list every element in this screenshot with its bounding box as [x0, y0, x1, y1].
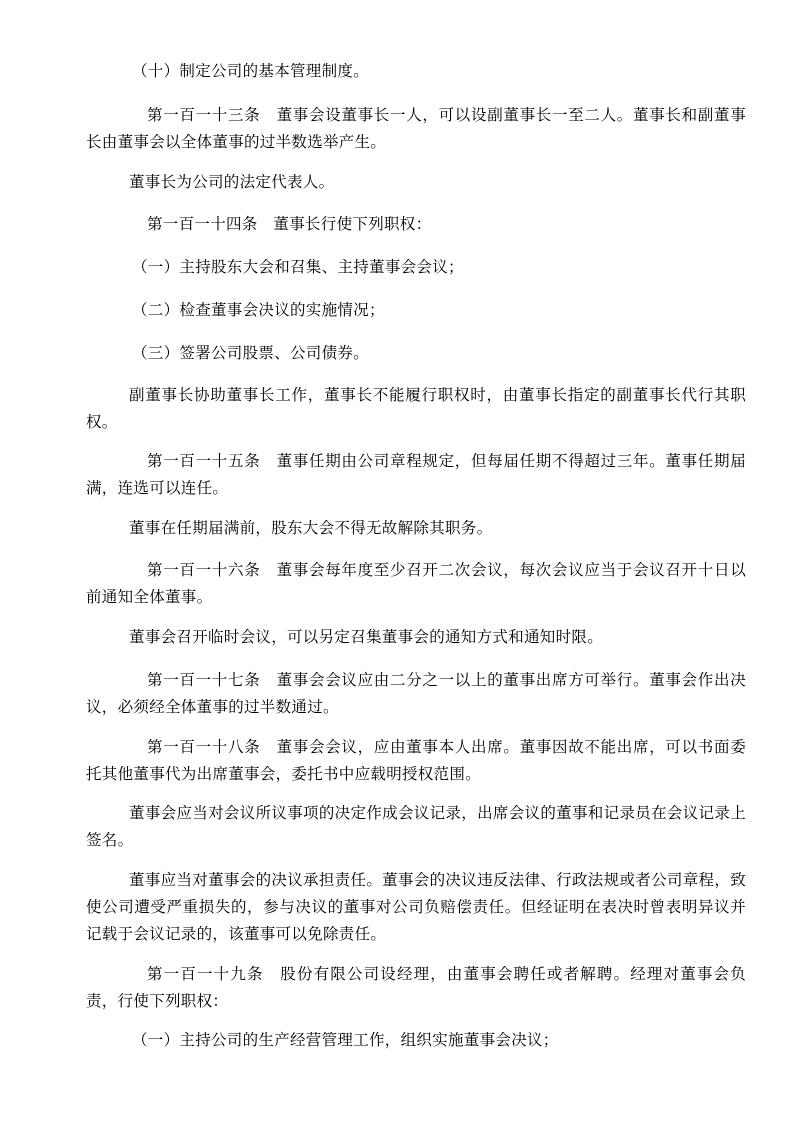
paragraph-interim-meeting: 董事会召开临时会议，可以另定召集董事会的通知方式和通知时限。 [129, 628, 604, 646]
paragraph-article-118: 第一百一十八条 董事会会议，应由董事本人出席。董事因故不能出席，可以书面委托其他董事代为出席董事会，委托书中应载明授权范围。 [86, 738, 746, 783]
paragraph-meeting-minutes: 董事会应当对会议所议事项的决定作成会议记录，出席会议的董事和记录员在会议记录上签名。 [86, 804, 746, 849]
paragraph-article-117: 第一百一十七条 董事会会议应由二分之一以上的董事出席方可举行。董事会作出决议，必须经全体董事的过半数通过。 [86, 671, 746, 716]
paragraph-article-119: 第一百一十九条 股份有限公司设经理，由董事会聘任或者解聘。经理对董事会负责，行使下列职权： [86, 965, 746, 1010]
paragraph-article-113: 第一百一十三条 董事会设董事长一人，可以设副董事长一至二人。董事长和副董事长由董事会以全体董事的过半数选举产生。 [86, 106, 746, 151]
paragraph-manager-item-1: （一）主持公司的生产经营管理工作，组织实施董事会决议； [132, 1031, 559, 1049]
paragraph-item-10: （十）制定公司的基本管理制度。 [132, 62, 370, 80]
paragraph-legal-rep: 董事长为公司的法定代表人。 [129, 173, 335, 191]
paragraph-item-3: （三）签署公司股票、公司债券。 [132, 344, 370, 362]
paragraph-article-116: 第一百一十六条 董事会每年度至少召开二次会议，每次会议应当于会议召开十日以前通知全体董事。 [86, 561, 746, 606]
paragraph-vice-chairman: 副董事长协助董事长工作，董事长不能履行职权时，由董事长指定的副董事长代行其职权。 [86, 386, 746, 431]
paragraph-article-114: 第一百一十四条 董事长行使下列职权： [147, 215, 432, 233]
paragraph-item-2: （二）检查董事会决议的实施情况； [132, 301, 385, 319]
paragraph-term-removal: 董事在任期届满前，股东大会不得无故解除其职务。 [129, 519, 493, 537]
paragraph-item-1: （一）主持股东大会和召集、主持董事会会议； [132, 258, 464, 276]
paragraph-director-liability: 董事应当对董事会的决议承担责任。董事会的决议违反法律、行政法规或者公司章程，致使公司遭受严重损失的，参与决议的董事对公司负赔偿责任。但经证明在表决时曾表明异议并记载于会议记录的，该董事可以免除责任。 [86, 871, 746, 943]
paragraph-article-115: 第一百一十五条 董事任期由公司章程规定，但每届任期不得超过三年。董事任期届满，连选可以连任。 [86, 452, 746, 497]
